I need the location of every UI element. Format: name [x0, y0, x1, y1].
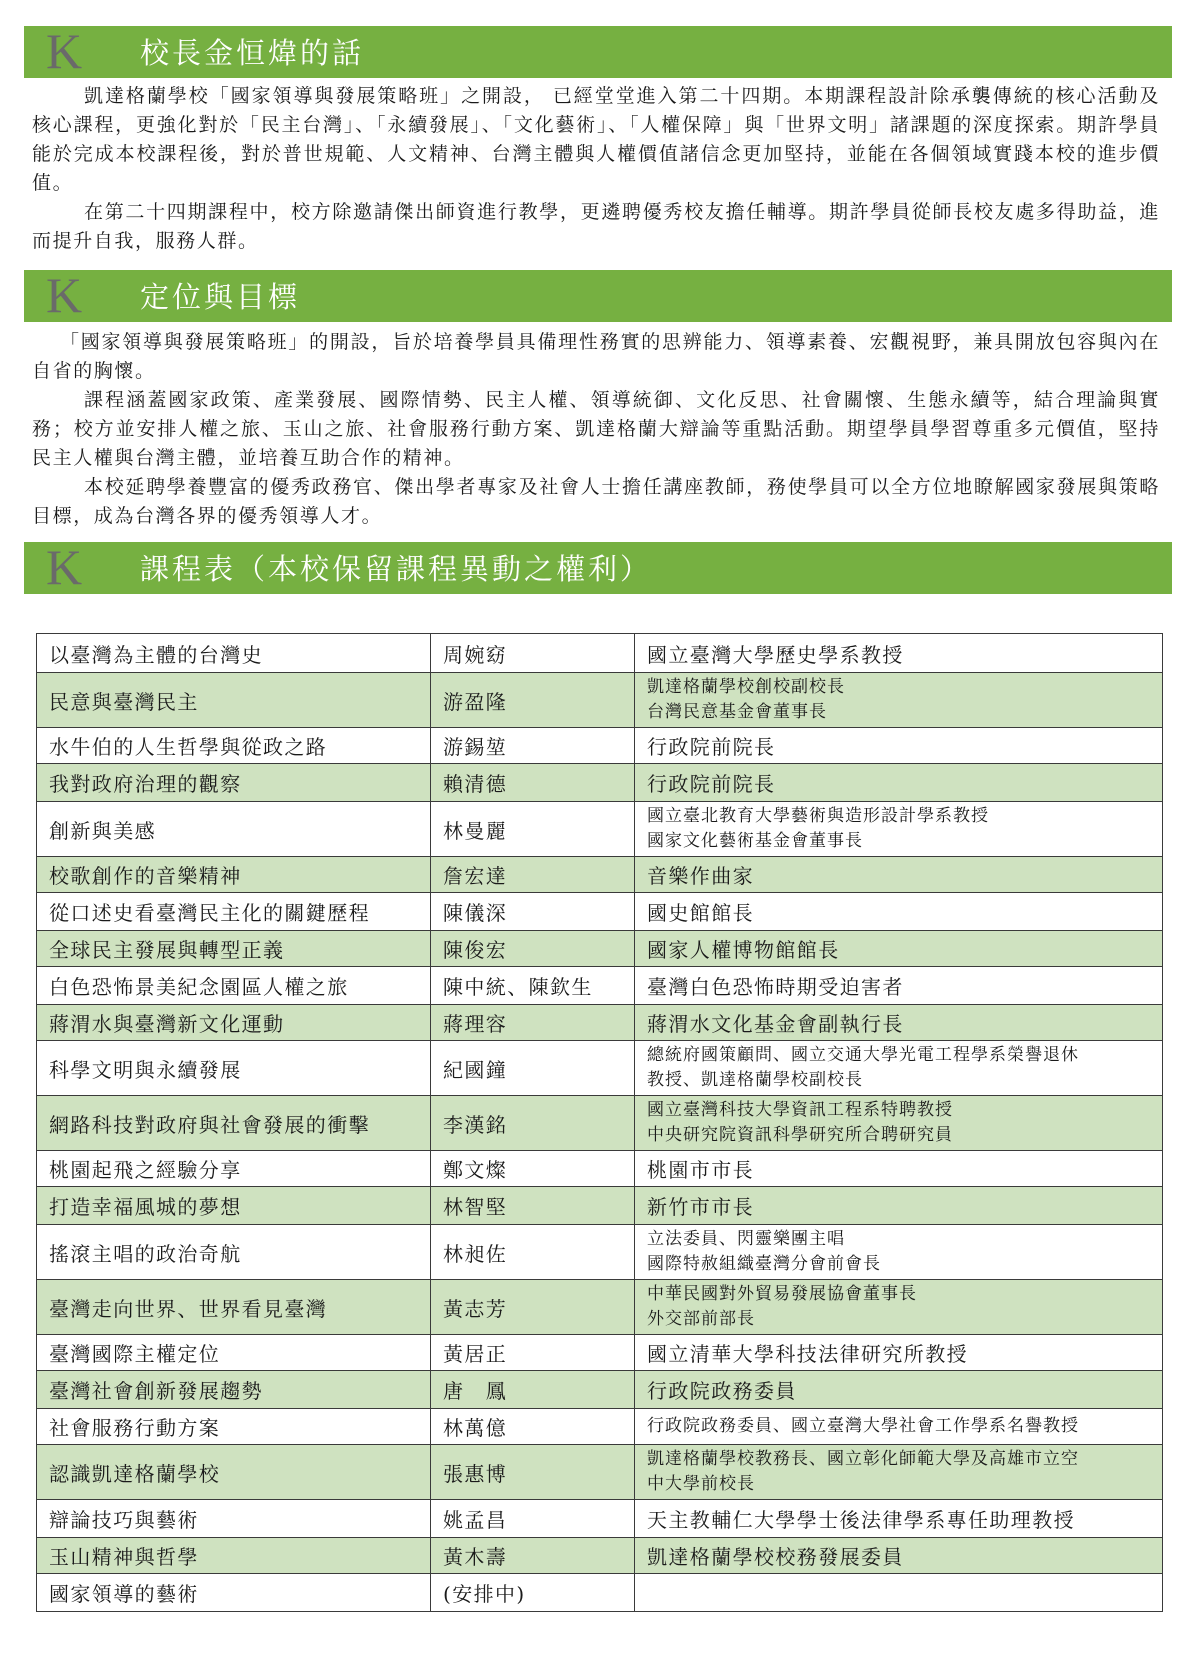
course-name: 社會服務行動方案: [37, 1409, 431, 1445]
paragraph: 凱達格蘭學校「國家領導與發展策略班」之開設， 已經堂堂進入第二十四期。本期課程設計除承襲傳統的核心活動及核心課程，更強化對於「民主台灣」、「永續發展」、「文化藝術」、「人權保障」與「世界文明」諸課題的深度探索。期許學員能於完成本校課程後，對於普世規範、人文精神、台灣主體與人權價值諸信念更加堅持，並能在各個領域實踐本校的進步價值。: [32, 85, 1160, 194]
instructor-name: 陳俊宏: [431, 931, 635, 967]
instructor-title: [635, 1574, 1163, 1612]
instructor-title: [635, 1280, 1163, 1335]
instructor-title: [635, 1445, 1163, 1500]
title-line: 教授、凱達格蘭學校副校長: [647, 1070, 863, 1090]
title-line: 新竹市市長: [647, 1195, 754, 1219]
paragraph: 本校延聘學養豐富的優秀政務官、傑出學者專家及社會人士擔任講座教師，務使學員可以全方位地瞭解國家發展與策略目標，成為台灣各界的優秀領導人才。: [32, 476, 1160, 527]
title-line: 蔣渭水文化基金會副執行長: [647, 1012, 904, 1036]
instructor-name: 張惠博: [431, 1445, 635, 1500]
table-row: [37, 893, 1163, 931]
section-marker: K: [46, 267, 83, 323]
paragraph: 在第二十四期課程中，校方除邀請傑出師資進行教學，更遴聘優秀校友擔任輔導。期許學員從師長校友處多得助益，進而提升自我，服務人群。: [32, 201, 1160, 252]
course-name: 民意與臺灣民主: [37, 673, 431, 728]
title-line: 中大學前校長: [647, 1474, 755, 1494]
table-row: [37, 1371, 1163, 1409]
course-name: 打造幸福風城的夢想: [37, 1187, 431, 1225]
instructor-title: [635, 1187, 1163, 1225]
instructor-name: 林智堅: [431, 1187, 635, 1225]
title-line: 國際特赦組織臺灣分會前會長: [647, 1254, 881, 1274]
course-name: 臺灣社會創新發展趨勢: [37, 1371, 431, 1409]
title-line: 行政院政務委員: [647, 1379, 797, 1403]
instructor-name: 蔣理容: [431, 1005, 635, 1041]
instructor-title: [635, 1005, 1163, 1041]
instructor-name: 陳儀深: [431, 893, 635, 931]
course-name: 白色恐怖景美紀念園區人權之旅: [37, 967, 431, 1005]
table-row: [37, 1225, 1163, 1280]
table-row: [37, 802, 1163, 857]
instructor-name: 鄭文燦: [431, 1151, 635, 1187]
section-marker: K: [46, 23, 83, 79]
table-row: [37, 1280, 1163, 1335]
principal-message: [32, 82, 1160, 256]
title-line: 國立臺灣科技大學資訊工程系特聘教授: [647, 1100, 953, 1120]
instructor-title: [635, 634, 1163, 673]
instructor-title: [635, 728, 1163, 764]
instructor-name: 李漢銘: [431, 1096, 635, 1151]
instructor-title: [635, 1096, 1163, 1151]
section-header-positioning: [24, 267, 1172, 323]
instructor-name: 賴清德: [431, 764, 635, 802]
title-line: 天主教輔仁大學學士後法律學系專任助理教授: [647, 1508, 1075, 1532]
instructor-name: 游盈隆: [431, 673, 635, 728]
title-line: 中華民國對外貿易發展協會董事長: [647, 1284, 917, 1304]
instructor-name: 林曼麗: [431, 802, 635, 857]
table-row: [37, 1151, 1163, 1187]
title-line: 外交部前部長: [647, 1309, 755, 1329]
course-name: 認識凱達格蘭學校: [37, 1445, 431, 1500]
instructor-name: 黃志芳: [431, 1280, 635, 1335]
instructor-name: 林萬億: [431, 1409, 635, 1445]
instructor-title: [635, 1225, 1163, 1280]
table-row: [37, 931, 1163, 967]
instructor-name: 詹宏達: [431, 857, 635, 893]
title-line: 國家人權博物館館長: [647, 938, 840, 962]
title-line: 國家文化藝術基金會董事長: [647, 831, 863, 851]
instructor-title: [635, 857, 1163, 893]
instructor-title: [635, 1335, 1163, 1371]
instructor-name: 黃居正: [431, 1335, 635, 1371]
course-name: 蔣渭水與臺灣新文化運動: [37, 1005, 431, 1041]
title-line: 國立臺北教育大學藝術與造形設計學系教授: [647, 806, 989, 826]
title-line: 行政院前院長: [647, 735, 776, 759]
table-row: [37, 1187, 1163, 1225]
instructor-name: 唐 鳳: [431, 1371, 635, 1409]
course-table: [36, 633, 1163, 1612]
instructor-name: 游錫堃: [431, 728, 635, 764]
title-line: 桃園市市長: [647, 1158, 754, 1182]
instructor-title: [635, 1500, 1163, 1538]
course-name: 水牛伯的人生哲學與從政之路: [37, 728, 431, 764]
table-row: [37, 1096, 1163, 1151]
course-name: 校歌創作的音樂精神: [37, 857, 431, 893]
instructor-title: [635, 764, 1163, 802]
instructor-title: [635, 1409, 1163, 1445]
instructor-name: 陳中統、陳欽生: [431, 967, 635, 1005]
course-name: 桃園起飛之經驗分享: [37, 1151, 431, 1187]
section-title: 課程表（本校保留課程異動之權利）: [140, 552, 653, 586]
table-row: [37, 1005, 1163, 1041]
table-row: [37, 1538, 1163, 1574]
table-row: [37, 1041, 1163, 1096]
instructor-name: 黃木壽: [431, 1538, 635, 1574]
section-title: 校長金恒煒的話: [140, 36, 365, 70]
table-row: [37, 1409, 1163, 1445]
course-name: 科學文明與永續發展: [37, 1041, 431, 1096]
table-row: [37, 634, 1163, 673]
course-name: 臺灣走向世界、世界看見臺灣: [37, 1280, 431, 1335]
table-row: [37, 673, 1163, 728]
course-name: 創新與美感: [37, 802, 431, 857]
table-row: [37, 857, 1163, 893]
course-name: 從口述史看臺灣民主化的關鍵歷程: [37, 893, 431, 931]
instructor-name: 姚孟昌: [431, 1500, 635, 1538]
title-line: 凱達格蘭學校校務發展委員: [647, 1545, 904, 1569]
title-line: 國史館館長: [647, 901, 754, 925]
table-row: [37, 1500, 1163, 1538]
instructor-name: 紀國鐘: [431, 1041, 635, 1096]
title-line: 國立清華大學科技法律研究所教授: [647, 1342, 968, 1366]
paragraph: 課程涵蓋國家政策、產業發展、國際情勢、民主人權、領導統御、文化反思、社會關懷、生態永續等，結合理論與實務；校方並安排人權之旅、玉山之旅、社會服務行動方案、凱達格蘭大辯論等重點活動。期望學員學習尊重多元價值，堅持民主人權與台灣主體，並培養互助合作的精神。: [32, 389, 1160, 469]
course-name: 國家領導的藝術: [37, 1574, 431, 1612]
title-line: 國立臺灣大學歷史學系教授: [647, 642, 904, 667]
course-name: 網路科技對政府與社會發展的衝擊: [37, 1096, 431, 1151]
title-line: 行政院政務委員、國立臺灣大學社會工作學系名譽教授: [647, 1416, 1079, 1436]
instructor-title: [635, 1151, 1163, 1187]
title-line: 臺灣白色恐怖時期受迫害者: [647, 975, 904, 999]
instructor-name: 林昶佐: [431, 1225, 635, 1280]
course-name: 辯論技巧與藝術: [37, 1500, 431, 1538]
section-marker: K: [46, 539, 83, 595]
table-row: [37, 967, 1163, 1005]
section-title: 定位與目標: [140, 280, 301, 314]
title-line: 總統府國策顧問、國立交通大學光電工程學系榮譽退休: [647, 1045, 1079, 1065]
instructor-title: [635, 802, 1163, 857]
title-line: 台灣民意基金會董事長: [647, 702, 827, 722]
table-row: [37, 764, 1163, 802]
instructor-title: [635, 931, 1163, 967]
course-name: 臺灣國際主權定位: [37, 1335, 431, 1371]
instructor-title: [635, 1371, 1163, 1409]
title-line: 行政院前院長: [647, 772, 776, 796]
instructor-name: (安排中): [431, 1574, 635, 1612]
instructor-title: [635, 673, 1163, 728]
table-row: [37, 1335, 1163, 1371]
section-header-schedule: [24, 539, 1172, 595]
title-line: 凱達格蘭學校創校副校長: [647, 677, 845, 697]
course-name: 玉山精神與哲學: [37, 1538, 431, 1574]
instructor-title: [635, 1041, 1163, 1096]
title-line: 音樂作曲家: [647, 864, 754, 888]
section-header-principal: [24, 23, 1172, 79]
instructor-title: [635, 1538, 1163, 1574]
instructor-name: 周婉窈: [431, 634, 635, 673]
course-name: 以臺灣為主體的台灣史: [37, 634, 431, 673]
title-line: 中央研究院資訊科學研究所合聘研究員: [647, 1125, 953, 1145]
positioning-text: [32, 328, 1160, 531]
table-row: [37, 1445, 1163, 1500]
title-line: 凱達格蘭學校教務長、國立彰化師範大學及高雄市立空: [647, 1449, 1079, 1469]
course-name: 我對政府治理的觀察: [37, 764, 431, 802]
paragraph: 「國家領導與發展策略班」的開設，旨於培養學員具備理性務實的思辨能力、領導素養、宏觀視野，兼具開放包容與內在自省的胸懷。: [32, 331, 1160, 382]
course-name: 全球民主發展與轉型正義: [37, 931, 431, 967]
instructor-title: [635, 967, 1163, 1005]
title-line: 立法委員、閃靈樂團主唱: [647, 1229, 845, 1249]
course-name: 搖滾主唱的政治奇航: [37, 1225, 431, 1280]
table-row: [37, 1574, 1163, 1612]
table-row: [37, 728, 1163, 764]
instructor-title: [635, 893, 1163, 931]
